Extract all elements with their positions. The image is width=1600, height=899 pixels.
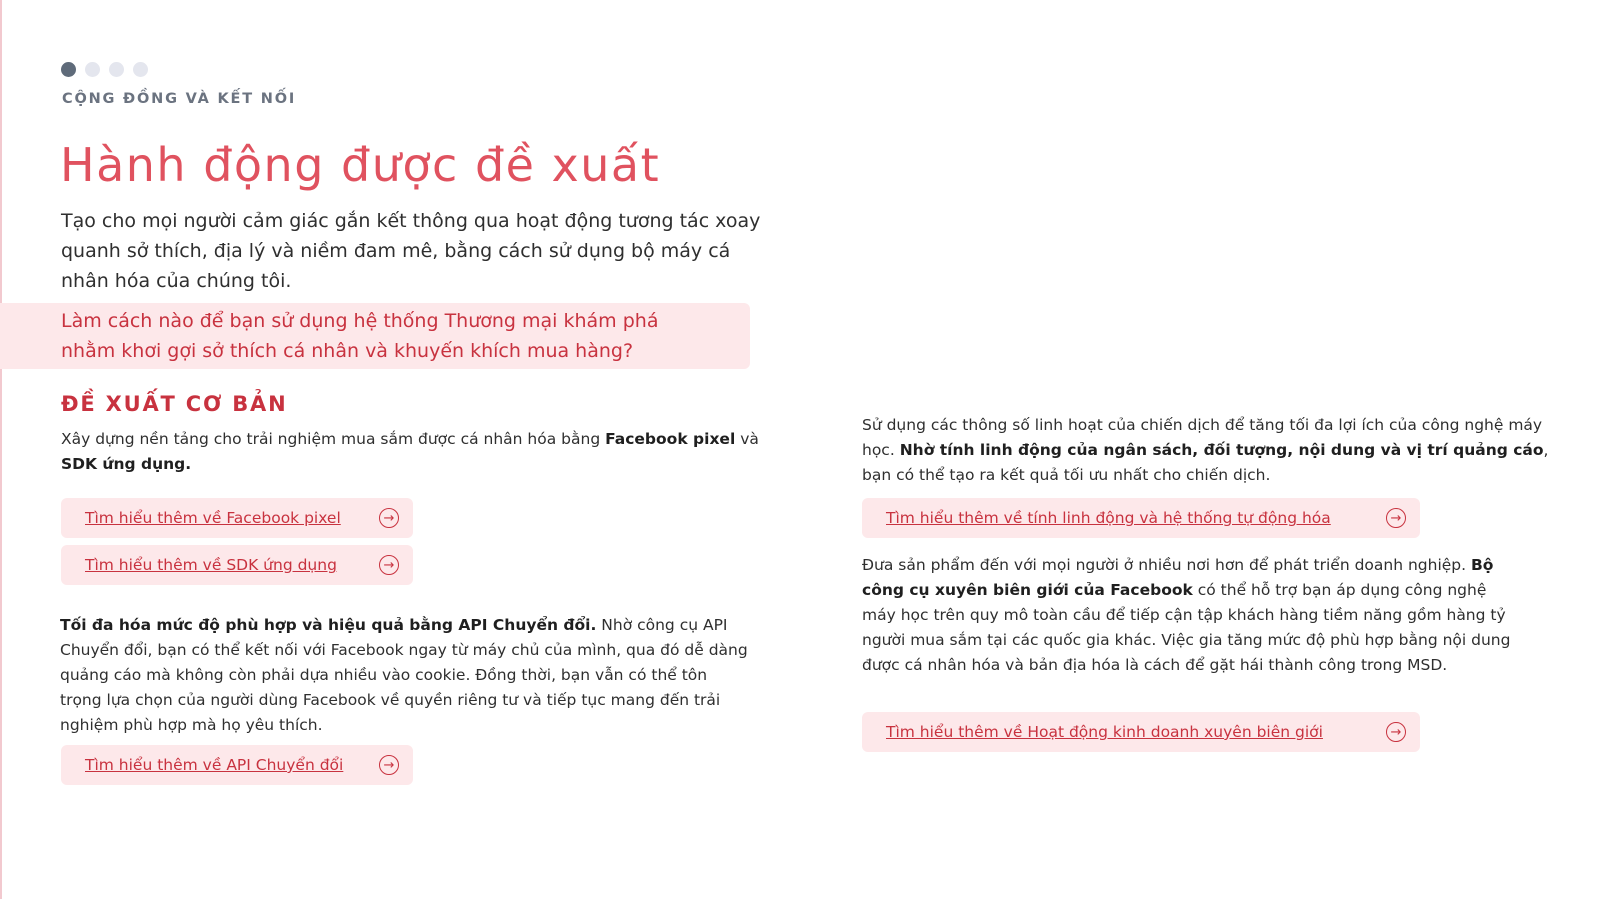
bold-span: Tối đa hóa mức độ phù hợp và hiệu quả bằng API Chuyển đổi. bbox=[60, 616, 597, 634]
bold-span: SDK ứng dụng. bbox=[61, 455, 192, 473]
conversions-api-paragraph bbox=[60, 613, 750, 738]
pagination-dots bbox=[61, 62, 148, 77]
arrow-right-circle-icon: → bbox=[1386, 508, 1406, 528]
bold-span: Nhờ tính linh động của ngân sách, đối tượng, nội dung và vị trí quảng cáo bbox=[899, 441, 1544, 459]
arrow-right-circle-icon: → bbox=[379, 508, 399, 528]
intro-paragraph: Tạo cho mọi người cảm giác gắn kết thông qua hoạt động tương tác xoay quanh sở thích, địa lý và niềm đam mê, bằng cách sử dụng bộ máy cá nhân hóa của chúng tôi. bbox=[61, 210, 761, 292]
learn-more-cross-border-button[interactable] bbox=[862, 712, 1420, 752]
text-span: Nhờ công cụ API Chuyển đổi, bạn có thể kết nối với Facebook ngay từ máy chủ của mình, qua đó dễ dàng quảng cáo mà không còn phải dựa nhiều vào cookie. Đồng thời, bạn vẫn có thể tôn trọng lựa chọn của người dùng Facebook về quyền riêng tư và tiếp tục mang đến trải nghiệm phù hợp mà họ yêu thích. bbox=[60, 616, 748, 734]
learn-more-api-button[interactable] bbox=[61, 745, 413, 785]
text-span: Đưa sản phẩm đến với mọi người ở nhiều nơi hơn để phát triển doanh nghiệp. bbox=[862, 556, 1471, 574]
pixel-sdk-paragraph bbox=[61, 427, 761, 477]
bold-span: Facebook pixel bbox=[605, 430, 736, 448]
arrow-right-circle-icon: → bbox=[379, 755, 399, 775]
text-span: và bbox=[735, 430, 759, 448]
learn-more-pixel-link[interactable]: Tìm hiểu thêm về Facebook pixel bbox=[85, 509, 341, 527]
question-text: Làm cách nào để bạn sử dụng hệ thống Thương mại khám phá nhằm khơi gợi sở thích cá nhân và khuyến khích mua hàng? bbox=[61, 310, 659, 362]
page-title: Hành động được đề xuất bbox=[60, 138, 661, 192]
page-dot-3[interactable] bbox=[109, 62, 124, 77]
text-span: Sử dụng các thông số linh hoạt của chiến dịch để tăng tối đa lợi ích của công nghệ máy học. bbox=[862, 416, 1543, 459]
flexibility-paragraph bbox=[862, 413, 1562, 488]
text-span: Xây dựng nền tảng cho trải nghiệm mua sắm được cá nhân hóa bằng bbox=[61, 430, 606, 448]
bold-span: Bộ công cụ xuyên biên giới của Facebook bbox=[862, 556, 1494, 599]
learn-more-api-link[interactable]: Tìm hiểu thêm về API Chuyển đổi bbox=[85, 756, 344, 774]
learn-more-cross-border-link[interactable]: Tìm hiểu thêm về Hoạt động kinh doanh xuyên biên giới bbox=[886, 723, 1323, 741]
learn-more-sdk-link[interactable]: Tìm hiểu thêm về SDK ứng dụng bbox=[85, 556, 337, 574]
arrow-right-circle-icon: → bbox=[379, 555, 399, 575]
section-eyebrow: CỘNG ĐỒNG VÀ KẾT NỐI bbox=[62, 91, 297, 107]
section-heading: ĐỀ XUẤT CƠ BẢN bbox=[61, 392, 288, 416]
learn-more-sdk-button[interactable] bbox=[61, 545, 413, 585]
cross-border-paragraph bbox=[862, 553, 1512, 678]
page-dot-2[interactable] bbox=[85, 62, 100, 77]
left-edge-rule bbox=[0, 0, 2, 899]
text-span: có thể hỗ trợ bạn áp dụng công nghệ máy học trên quy mô toàn cầu để tiếp cận tập khách hàng tiềm năng gồm hàng tỷ người mua sắm tại các quốc gia khác. Việc gia tăng mức độ phù hợp bằng nội dung được cá nhân hóa và bản địa hóa là cách để gặt hái thành công trong MSD. bbox=[862, 581, 1511, 674]
learn-more-pixel-button[interactable] bbox=[61, 498, 413, 538]
arrow-right-circle-icon: → bbox=[1386, 722, 1406, 742]
learn-more-automation-link[interactable]: Tìm hiểu thêm về tính linh động và hệ thống tự động hóa bbox=[886, 509, 1331, 527]
learn-more-automation-button[interactable] bbox=[862, 498, 1420, 538]
page-dot-1[interactable] bbox=[61, 62, 76, 77]
text-span: , bạn có thể tạo ra kết quả tối ưu nhất cho chiến dịch. bbox=[862, 441, 1549, 484]
page-dot-4[interactable] bbox=[133, 62, 148, 77]
